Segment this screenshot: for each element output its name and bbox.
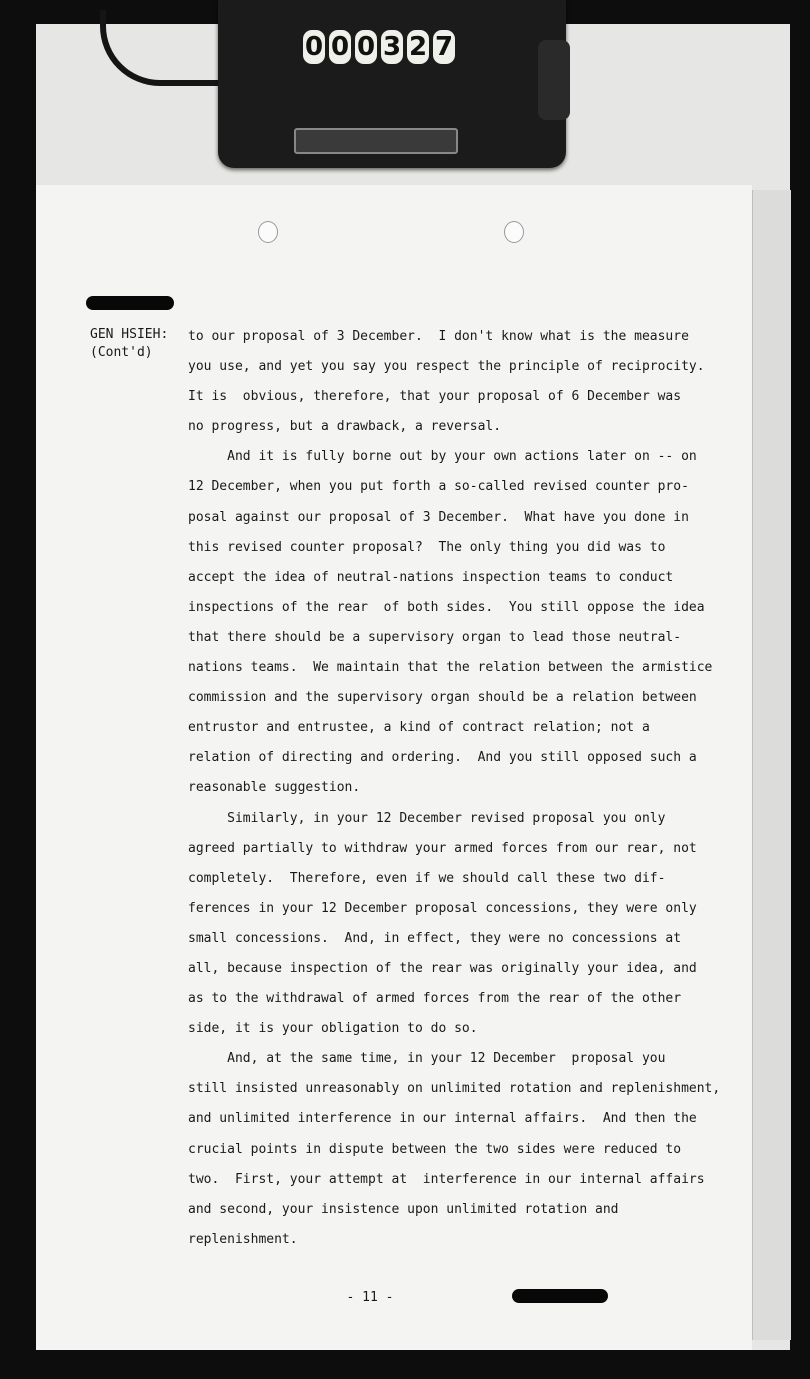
text-line: small concessions. And, in effect, they were no concessions at	[188, 930, 682, 946]
frame-counter-display	[284, 26, 474, 68]
counter-label-plate	[294, 128, 458, 154]
text-line: as to the withdrawal of armed forces from the rear of the other	[188, 991, 682, 1007]
text-line: entrustor and entrustee, a kind of contract relation; not a	[188, 720, 650, 736]
text-line: no progress, but a drawback, a reversal.	[188, 419, 502, 435]
text-line: relation of directing and ordering. And you still opposed such a	[188, 750, 697, 766]
text-line: agreed partially to withdraw your armed forces from our rear, not	[188, 840, 697, 856]
text-line: accept the idea of neutral-nations inspection teams to conduct	[188, 569, 674, 585]
redaction-mark	[512, 1289, 608, 1303]
counter-digit: 0	[356, 32, 376, 62]
text-line: commission and the supervisory organ should be a relation between	[188, 690, 697, 706]
transcript-body	[188, 322, 721, 1255]
counter-digit: 3	[382, 32, 402, 62]
text-line: reasonable suggestion.	[188, 780, 361, 796]
text-line: crucial points in dispute between the two sides were reduced to	[188, 1141, 682, 1157]
text-line: replenishment.	[188, 1231, 298, 1247]
text-line: And, at the same time, in your 12 December proposal you	[188, 1051, 666, 1067]
text-line: 12 December, when you put forth a so-called revised counter pro-	[188, 479, 689, 495]
text-line: to our proposal of 3 December. I don't know what is the measure	[188, 329, 689, 344]
sheet-edge	[752, 190, 791, 1340]
text-line: nations teams. We maintain that the relation between the armistice	[188, 660, 713, 676]
punch-hole-left	[258, 221, 278, 243]
text-line: and second, your insistence upon unlimited rotation and	[188, 1201, 619, 1217]
redaction-mark	[86, 296, 174, 310]
text-line: And it is fully borne out by your own actions later on -- on	[188, 449, 697, 465]
text-line: posal against our proposal of 3 December. What have you done in	[188, 509, 689, 525]
text-line: all, because inspection of the rear was originally your idea, and	[188, 960, 697, 976]
text-line: that there should be a supervisory organ to lead those neutral-	[188, 629, 682, 645]
counter-digit: 7	[434, 32, 454, 62]
text-line: ferences in your 12 December proposal concessions, they were only	[188, 900, 697, 916]
counter-digit: 0	[330, 32, 350, 62]
counter-knob	[538, 40, 570, 120]
text-line: two. First, your attempt at interference in our internal affairs	[188, 1171, 705, 1187]
text-line: It is obvious, therefore, that your proposal of 6 December was	[188, 389, 682, 405]
text-line: side, it is your obligation to do so.	[188, 1021, 478, 1037]
punch-hole-right	[504, 221, 524, 243]
speaker-label	[90, 326, 180, 362]
page-number: - 11 -	[346, 1290, 394, 1305]
speaker-continued: (Cont'd)	[90, 345, 153, 360]
speaker-name: GEN HSIEH:	[90, 327, 169, 342]
text-line: Similarly, in your 12 December revised proposal you only	[188, 810, 666, 826]
counter-digit: 2	[408, 32, 428, 62]
text-line: this revised counter proposal? The only thing you did was to	[188, 539, 666, 555]
text-line: completely. Therefore, even if we should call these two dif-	[188, 870, 666, 886]
text-line: still insisted unreasonably on unlimited rotation and replenishment,	[188, 1081, 721, 1097]
text-line: inspections of the rear of both sides. You still oppose the idea	[188, 599, 705, 615]
counter-digit: 0	[304, 32, 324, 62]
text-line: you use, and yet you say you respect the principle of reciprocity.	[188, 359, 705, 375]
text-line: and unlimited interference in our internal affairs. And then the	[188, 1111, 697, 1127]
